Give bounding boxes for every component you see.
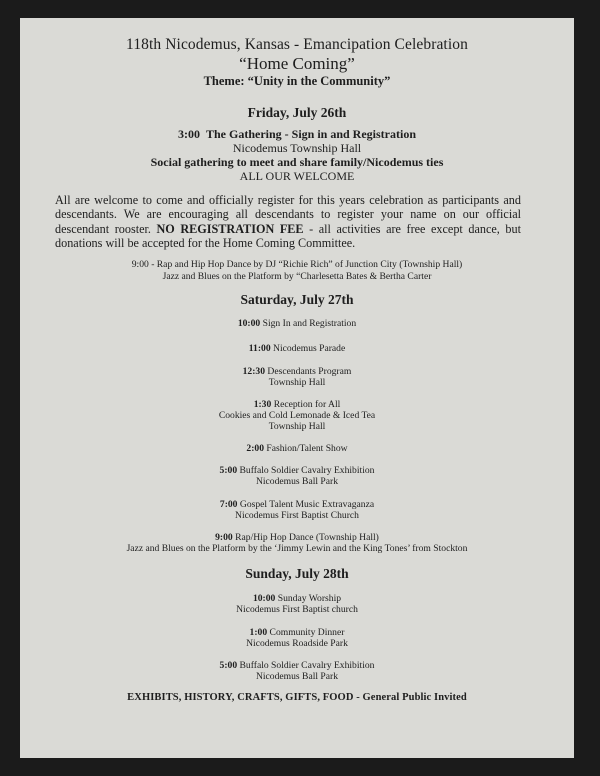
paragraph-text: All are welcome to come and officially register for this years celebration as participants and descendants. We are encouraging all descendants to register your name on our official descendant rooster. [55,193,521,236]
friday-event-1-welcome: ALL OUR WELCOME [239,169,355,183]
event-place: Nicodemus Ball Park [255,671,339,682]
sunday-event [20,660,574,671]
saturday-event [20,443,574,454]
event-place: Nicodemus Ball Park [255,476,339,487]
sunday-event [20,593,574,604]
friday-event-1 [20,127,574,142]
saturday-event [20,318,574,329]
theme-line: Theme: “Unity in the Community” [203,74,391,88]
event-place: Township Hall [268,377,326,388]
event-title: Community Dinner [269,627,345,638]
sunday-event [20,627,574,638]
event-title: Buffalo Soldier Cavalry Exhibition [239,660,375,671]
event-time: 12:30 [242,366,266,377]
event-time: 5:00 [219,465,238,476]
event-place: Nicodemus Roadside Park [246,638,348,649]
saturday-heading: Saturday, July 27th [240,292,354,307]
page-title: 118th Nicodemus, Kansas - Emancipation Celebration [126,36,468,53]
page-subtitle: “Home Coming” [239,54,355,73]
friday-event-1-place: Nicodemus Township Hall [232,141,362,155]
event-time: 5:00 [219,660,238,671]
event-place: Nicodemus First Baptist church [236,604,358,615]
event-time: 11:00 [248,343,271,354]
event-time: 10:00 [252,593,276,604]
footer-note: EXHIBITS, HISTORY, CRAFTS, GIFTS, FOOD - General Public Invited [127,692,467,703]
saturday-event [20,343,574,354]
friday-event-2-line2: Jazz and Blues on the Platform by “Charlesetta Bates & Bertha Carter [162,271,432,282]
event-time: 3:00 [177,127,200,141]
saturday-event [20,366,574,377]
event-title: Rap/Hip Hop Dance (Township Hall) [235,532,379,543]
saturday-event [20,399,574,410]
event-detail: Cookies and Cold Lemonade & Iced Tea [218,410,376,421]
event-title: Descendants Program [267,366,352,377]
no-fee-notice: NO REGISTRATION FEE [156,221,304,236]
event-title: Gospel Talent Music Extravaganza [239,499,375,510]
event-title: Sign In and Registration [262,318,357,329]
friday-event-1-desc: Social gathering to meet and share family/Nicodemus ties [150,155,444,169]
event-title: Nicodemus Parade [273,343,346,354]
friday-heading: Friday, July 26th [247,105,347,120]
event-time: 2:00 [246,443,265,454]
registration-paragraph [55,193,521,251]
event-title: Reception for All [273,399,341,410]
saturday-event [20,465,574,476]
friday-event-2: 9:00 - Rap and Hip Hop Dance by DJ “Richie Rich” of Junction City (Township Hall) [131,259,463,270]
event-title: Sunday Worship [277,593,342,604]
event-time: 1:00 [249,627,268,638]
event-title: Buffalo Soldier Cavalry Exhibition [239,465,375,476]
event-detail: Jazz and Blues on the Platform by the ‘Jimmy Lewin and the King Tones’ from Stockton [126,543,468,554]
event-place: Township Hall [268,421,326,432]
saturday-event [20,499,574,510]
event-title: The Gathering - Sign in and Registration [205,127,417,141]
flyer-page [20,18,574,758]
event-time: 7:00 [219,499,238,510]
event-time: 10:00 [237,318,261,329]
event-time: 9:00 [215,532,233,543]
paragraph-text: - all activities are free except dance, but donations will be accepted for the Home Coming Committee. [55,221,521,251]
event-title: Fashion/Talent Show [266,443,348,454]
sunday-heading: Sunday, July 28th [245,566,349,581]
event-place: Nicodemus First Baptist Church [235,510,359,521]
event-time: 1:30 [253,399,272,410]
saturday-event [20,532,574,543]
